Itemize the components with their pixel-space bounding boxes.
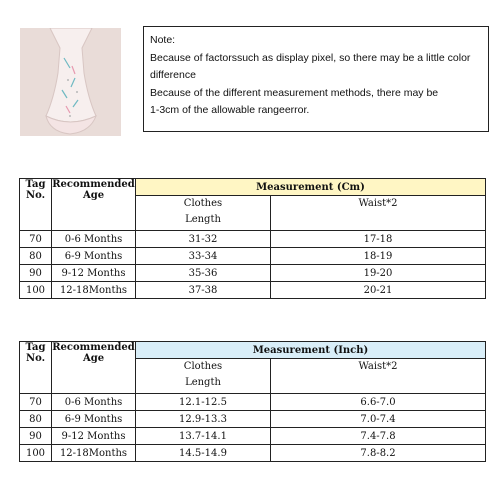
note-line: Because of factorssuch as display pixel, so there may be a little color: [150, 51, 471, 64]
table-row: [20, 428, 486, 445]
length-cell: 33-34: [136, 248, 271, 265]
age-cell: 9-12 Months: [52, 428, 136, 445]
measurement-header: Measurement (Inch): [136, 342, 486, 359]
product-photo: [20, 28, 121, 136]
tag-header-line: Tag: [25, 342, 46, 353]
age-cell: 9-12 Months: [52, 265, 136, 282]
clothes-length-line: Clothes: [183, 198, 223, 209]
age-header-line: Age: [82, 353, 105, 364]
length-cell: 12.1-12.5: [136, 394, 271, 411]
size-table-cm: [19, 178, 486, 299]
tag-header: [20, 342, 52, 394]
tag-cell: 90: [20, 265, 52, 282]
waist-cell: 7.4-7.8: [271, 428, 486, 445]
age-header: [52, 179, 136, 231]
measurement-header: Measurement (Cm): [136, 179, 486, 196]
age-header-line: Recommended: [52, 179, 135, 190]
note-title: Note:: [150, 34, 176, 46]
tag-cell: 100: [20, 445, 52, 462]
note-line: 1-3cm of the allowable rangeerror.: [150, 104, 310, 116]
waist-header: Waist*2: [271, 196, 486, 231]
clothes-length-line: Clothes: [183, 361, 223, 372]
table-row: [20, 265, 486, 282]
age-cell: 0-6 Months: [52, 231, 136, 248]
romper-illustration: [20, 28, 121, 136]
tag-header-line: Tag: [25, 179, 46, 190]
age-cell: 0-6 Months: [52, 394, 136, 411]
tag-cell: 100: [20, 282, 52, 299]
clothes-length-header: [136, 196, 271, 231]
age-cell: 12-18Months: [52, 445, 136, 462]
table-row: [20, 445, 486, 462]
table-row: [20, 411, 486, 428]
table-row: [20, 248, 486, 265]
age-header-line: Age: [82, 190, 105, 201]
waist-cell: 18-19: [271, 248, 486, 265]
age-cell: 6-9 Months: [52, 411, 136, 428]
tag-cell: 90: [20, 428, 52, 445]
length-cell: 35-36: [136, 265, 271, 282]
size-table-inch: [19, 341, 486, 462]
waist-cell: 19-20: [271, 265, 486, 282]
tag-header: [20, 179, 52, 231]
table-row: [20, 394, 486, 411]
age-cell: 6-9 Months: [52, 248, 136, 265]
waist-cell: 6.6-7.0: [271, 394, 486, 411]
length-cell: 37-38: [136, 282, 271, 299]
table-row: [20, 282, 486, 299]
length-cell: 13.7-14.1: [136, 428, 271, 445]
waist-cell: 7.0-7.4: [271, 411, 486, 428]
age-header-line: Recommended: [52, 342, 135, 353]
tag-cell: 70: [20, 231, 52, 248]
tag-header-line: No.: [25, 353, 46, 364]
clothes-length-line: Length: [185, 377, 221, 388]
tag-cell: 80: [20, 248, 52, 265]
waist-cell: 20-21: [271, 282, 486, 299]
clothes-length-line: Length: [185, 214, 221, 225]
age-header: [52, 342, 136, 394]
tag-cell: 70: [20, 394, 52, 411]
length-cell: 12.9-13.3: [136, 411, 271, 428]
note-line: Because of the different measurement methods, there may be: [150, 86, 439, 99]
waist-cell: 7.8-8.2: [271, 445, 486, 462]
waist-header: Waist*2: [271, 359, 486, 394]
table-row: [20, 231, 486, 248]
tag-cell: 80: [20, 411, 52, 428]
note-line: difference: [150, 69, 196, 81]
note-box: [143, 26, 489, 132]
length-cell: 31-32: [136, 231, 271, 248]
waist-cell: 17-18: [271, 231, 486, 248]
length-cell: 14.5-14.9: [136, 445, 271, 462]
clothes-length-header: [136, 359, 271, 394]
tag-header-line: No.: [25, 190, 46, 201]
age-cell: 12-18Months: [52, 282, 136, 299]
